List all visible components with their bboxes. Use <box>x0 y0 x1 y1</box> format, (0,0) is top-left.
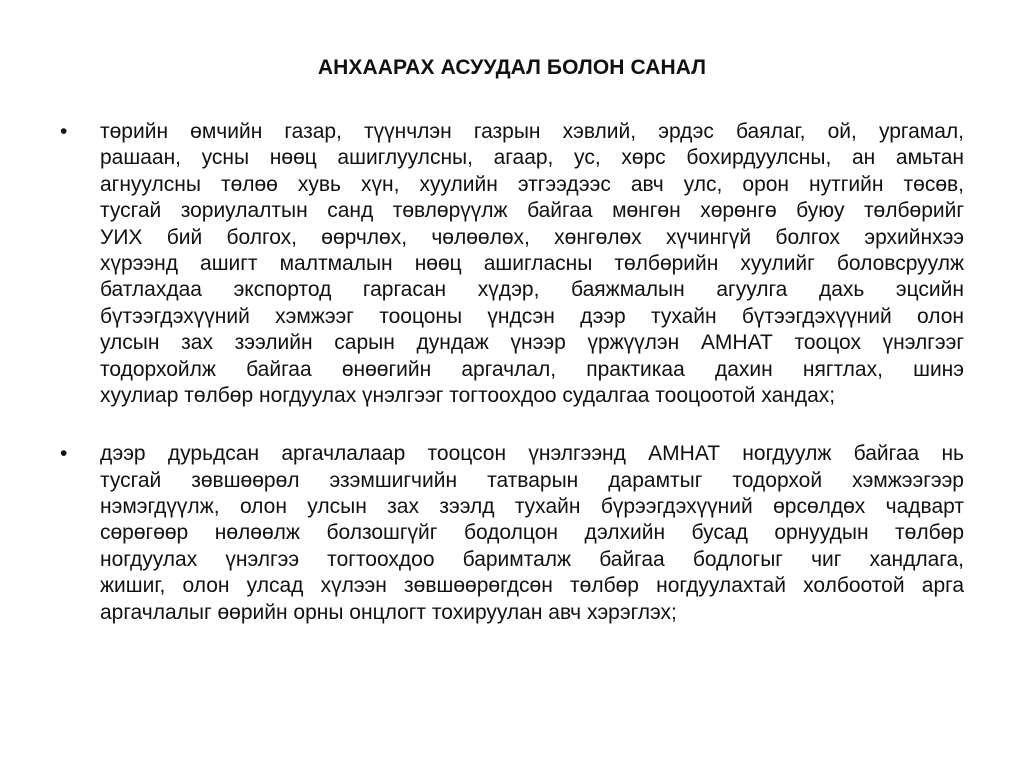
slide-title: АНХААРАХ АСУУДАЛ БОЛОН САНАЛ <box>317 56 707 79</box>
text-line: улсын зах зээлийн сарын дундаж үнээр үржүүлэн АМНАТ тооцох үнэлгээг <box>100 331 964 355</box>
text-line: бүтээгдэхүүний хэмжээг тооцоны үндсэн дээр тухайн бүтээгдэхүүний олон <box>100 304 964 328</box>
bullet-icon: • <box>60 442 68 466</box>
bullet-text <box>100 441 964 626</box>
text-line: ногдуулах үнэлгээ тогтоохдоо баримталж байгаа бодлогыг чиг хандлага, <box>100 547 964 571</box>
text-line: хүрээнд ашигт малтмалын нөөц ашигласны төлбөрийн хуулийг боловсруулж <box>100 251 964 275</box>
text-line: рашаан, усны нөөц ашиглуулсны, агаар, ус, хөрс бохирдуулсны, ан амьтан <box>100 146 964 170</box>
bullet-text <box>100 119 964 409</box>
text-line: агнуулсны төлөө хувь хүн, хуулийн этгээдээс авч улс, орон нутгийн төсөв, <box>100 172 964 196</box>
text-line: УИХ бий болгох, өөрчлөх, чөлөөлөх, хөнгөлөх хүчингүй болгох эрхийнхээ <box>100 225 964 249</box>
text-line: тодорхойлж байгаа өнөөгийн аргачлал, практикаа дахин нягтлах, шинэ <box>100 357 964 381</box>
text-line: төрийн өмчийн газар, түүнчлэн газрын хэвлий, эрдэс баялаг, ой, ургамал, <box>100 120 964 143</box>
bullet-item-2 <box>60 441 964 626</box>
bullet-item-1 <box>60 119 964 409</box>
bullet-icon: • <box>60 120 68 143</box>
text-line: тусгай зөвшөөрөл эзэмшигчийн татварын дарамтыг тодорхой хэмжээгээр <box>100 468 964 492</box>
text-line: батлахдаа экспортод гаргасан хүдэр, баяжмалын агуулга дахь эцсийн <box>100 278 964 302</box>
text-line: хуулиар төлбөр ногдуулах үнэлгээг тогтоохдоо судалгаа тооцоотой хандах; <box>100 383 836 407</box>
text-line: нэмэгдүүлж, олон улсын зах зээлд тухайн бүрээгдэхүүний өрсөлдөх чадварт <box>100 495 964 519</box>
text-line: жишиг, олон улсад хүлээн зөвшөөрөгдсөн төлбөр ногдуулахтай холбоотой арга <box>100 574 964 598</box>
bullet-list <box>60 119 964 626</box>
text-line: аргачлалыг өөрийн орны онцлогт тохируулан авч хэрэглэх; <box>100 600 677 624</box>
text-line: сөрөгөөр нөлөөлж болзошгүйг бодолцон дэлхийн бусад орнуудын төлбөр <box>100 521 964 545</box>
text-line: тусгай зориулалтын санд төвлөрүүлж байгаа мөнгөн хөрөнгө буюу төлбөрийг <box>100 199 964 223</box>
text-line: дээр дурьдсан аргачлалаар тооцсон үнэлгээнд АМНАТ ногдуулж байгаа нь <box>100 442 964 466</box>
